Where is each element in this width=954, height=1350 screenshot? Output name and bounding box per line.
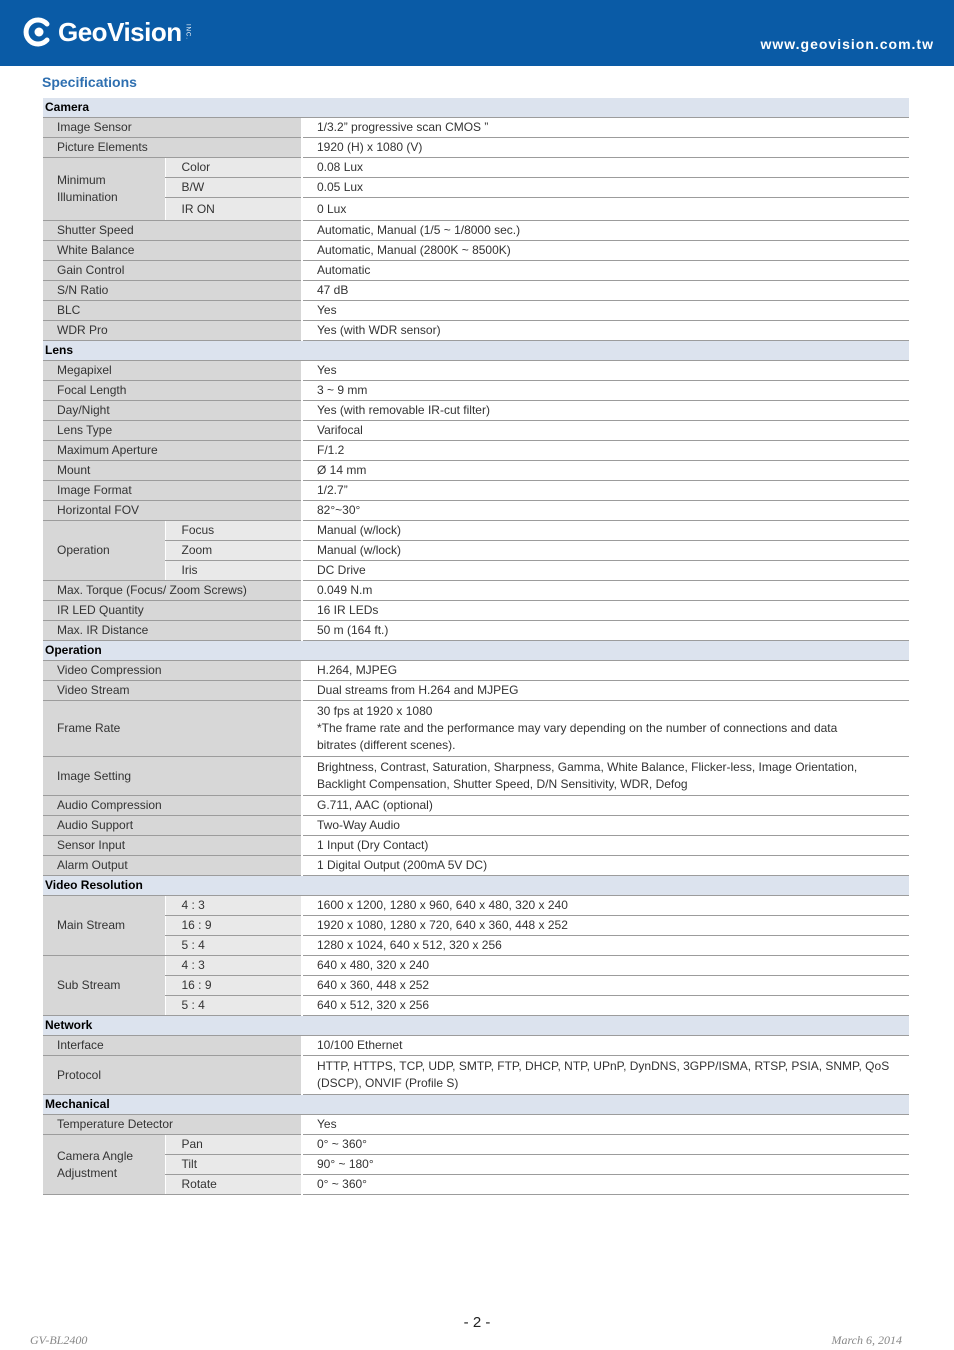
spec-label: Horizontal FOV (43, 501, 301, 521)
spec-label: Video Compression (43, 661, 301, 681)
footer-date: March 6, 2014 (831, 1333, 902, 1347)
spec-value (303, 1056, 909, 1095)
table-row (43, 301, 909, 321)
table-row (43, 856, 909, 876)
spec-sublabel: 16 : 9 (165, 976, 301, 996)
spec-value: Manual (w/lock) (303, 521, 909, 541)
spec-value-line: *The frame rate and the performance may vary depending on the number of connections and data (317, 721, 838, 735)
spec-label: Alarm Output (43, 856, 301, 876)
spec-value-line: Brightness, Contrast, Saturation, Sharpness, Gamma, White Balance, Flicker-less, Image Orientation, (317, 760, 858, 774)
spec-label: Max. IR Distance (43, 621, 301, 641)
geovision-logo-icon (20, 15, 54, 49)
table-row (43, 916, 909, 936)
spec-sublabel: Iris (165, 561, 301, 581)
spec-label: IR LED Quantity (43, 601, 301, 621)
table-row (43, 996, 909, 1016)
table-row (43, 896, 909, 916)
spec-value: 50 m (164 ft.) (303, 621, 909, 641)
table-row (43, 581, 909, 601)
spec-sublabel: Focus (165, 521, 301, 541)
specifications-title: Specifications (42, 74, 137, 90)
section-header: Mechanical (43, 1095, 909, 1115)
spec-value: 0° ~ 360° (303, 1175, 909, 1195)
spec-label: Video Stream (43, 681, 301, 701)
spec-label: Temperature Detector (43, 1115, 301, 1135)
brand-inc: INC. (184, 24, 191, 40)
spec-label: Frame Rate (43, 701, 301, 757)
spec-label: Megapixel (43, 361, 301, 381)
spec-label: Main Stream (43, 896, 165, 956)
table-row (43, 976, 909, 996)
spec-value: Automatic (303, 261, 909, 281)
spec-sublabel: 16 : 9 (165, 916, 301, 936)
spec-label: Day/Night (43, 401, 301, 421)
table-row (43, 1056, 909, 1095)
spec-value (303, 757, 909, 796)
spec-sublabel: Tilt (165, 1155, 301, 1175)
spec-value: H.264, MJPEG (303, 661, 909, 681)
spec-label: Maximum Aperture (43, 441, 301, 461)
spec-value: Yes (303, 1115, 909, 1135)
spec-value (303, 701, 909, 757)
spec-label: White Balance (43, 241, 301, 261)
spec-value: Varifocal (303, 421, 909, 441)
spec-value: 1920 x 1080, 1280 x 720, 640 x 360, 448 x 252 (303, 916, 909, 936)
spec-label: Audio Compression (43, 796, 301, 816)
table-row (43, 281, 909, 301)
section-header-row (43, 341, 909, 361)
spec-sublabel: Color (165, 158, 301, 178)
spec-value: 1/2.7” (303, 481, 909, 501)
table-row (43, 361, 909, 381)
spec-label: Minimum Illumination (43, 158, 165, 221)
spec-value: 1 Digital Output (200mA 5V DC) (303, 856, 909, 876)
spec-sublabel: Pan (165, 1135, 301, 1155)
table-row (43, 198, 909, 221)
table-row (43, 241, 909, 261)
spec-value: 0 Lux (303, 198, 909, 221)
spec-value: 82°~30° (303, 501, 909, 521)
spec-value: 1 Input (Dry Contact) (303, 836, 909, 856)
table-row (43, 681, 909, 701)
spec-value-line: bitrates (different scenes). (317, 738, 456, 752)
specifications-table (43, 98, 909, 1195)
table-row (43, 421, 909, 441)
table-row (43, 501, 909, 521)
table-row (43, 816, 909, 836)
spec-value: F/1.2 (303, 441, 909, 461)
spec-value: Manual (w/lock) (303, 541, 909, 561)
website-url[interactable]: www.geovision.com.tw (760, 36, 934, 52)
spec-value: 1600 x 1200, 1280 x 960, 640 x 480, 320 x 240 (303, 896, 909, 916)
table-row (43, 481, 909, 501)
table-row (43, 381, 909, 401)
spec-sublabel: 5 : 4 (165, 996, 301, 1016)
spec-value: 0.049 N.m (303, 581, 909, 601)
spec-value: 10/100 Ethernet (303, 1036, 909, 1056)
table-row (43, 1115, 909, 1135)
spec-sublabel: 4 : 3 (165, 956, 301, 976)
table-row (43, 621, 909, 641)
table-row (43, 836, 909, 856)
spec-value: Yes (303, 301, 909, 321)
spec-label: Focal Length (43, 381, 301, 401)
spec-label: Image Sensor (43, 118, 301, 138)
spec-value: 47 dB (303, 281, 909, 301)
spec-value: 0.05 Lux (303, 178, 909, 198)
page-number: - 2 - (463, 1314, 491, 1331)
table-row (43, 757, 909, 796)
table-row (43, 1135, 909, 1155)
spec-value: Two-Way Audio (303, 816, 909, 836)
spec-label: Camera Angle Adjustment (43, 1135, 165, 1195)
spec-label: WDR Pro (43, 321, 301, 341)
spec-label: Sensor Input (43, 836, 301, 856)
spec-value: DC Drive (303, 561, 909, 581)
spec-label: Image Setting (43, 757, 301, 796)
spec-value: Yes (303, 361, 909, 381)
table-row (43, 1175, 909, 1195)
table-row (43, 321, 909, 341)
spec-value: 3 ~ 9 mm (303, 381, 909, 401)
spec-value-line: 30 fps at 1920 x 1080 (317, 704, 433, 718)
section-header-row (43, 1016, 909, 1036)
table-row (43, 1036, 909, 1056)
page-header (0, 0, 954, 66)
table-row (43, 441, 909, 461)
section-header: Video Resolution (43, 876, 909, 896)
table-row (43, 601, 909, 621)
spec-label: Operation (43, 521, 165, 581)
spec-label: S/N Ratio (43, 281, 301, 301)
table-row (43, 701, 909, 757)
table-row (43, 118, 909, 138)
table-row (43, 178, 909, 198)
spec-label: Mount (43, 461, 301, 481)
spec-label: Interface (43, 1036, 301, 1056)
table-row (43, 1155, 909, 1175)
spec-label: Protocol (43, 1056, 301, 1095)
spec-value: Yes (with removable IR-cut filter) (303, 401, 909, 421)
table-row (43, 461, 909, 481)
table-row (43, 796, 909, 816)
table-row (43, 138, 909, 158)
spec-value: Ø 14 mm (303, 461, 909, 481)
table-row (43, 221, 909, 241)
footer-model: GV-BL2400 (30, 1333, 88, 1347)
table-row (43, 561, 909, 581)
section-header: Lens (43, 341, 909, 361)
table-row (43, 261, 909, 281)
section-header-row (43, 98, 909, 118)
spec-value-line: HTTP, HTTPS, TCP, UDP, SMTP, FTP, DHCP, NTP, UPnP, DynDNS, 3GPP/ISMA, RTSP, PSIA, SNMP, QoS (317, 1059, 890, 1073)
section-header: Network (43, 1016, 909, 1036)
spec-value: 1920 (H) x 1080 (V) (303, 138, 909, 158)
table-row (43, 401, 909, 421)
table-row (43, 936, 909, 956)
spec-value: Automatic, Manual (2800K ~ 8500K) (303, 241, 909, 261)
spec-value: 0° ~ 360° (303, 1135, 909, 1155)
spec-sublabel: B/W (165, 178, 301, 198)
spec-value: Dual streams from H.264 and MJPEG (303, 681, 909, 701)
spec-sublabel: 5 : 4 (165, 936, 301, 956)
spec-value: 640 x 360, 448 x 252 (303, 976, 909, 996)
spec-sublabel: Rotate (165, 1175, 301, 1195)
spec-label: Max. Torque (Focus/ Zoom Screws) (43, 581, 301, 601)
section-header-row (43, 876, 909, 896)
spec-label: Audio Support (43, 816, 301, 836)
spec-value: 640 x 512, 320 x 256 (303, 996, 909, 1016)
table-row (43, 956, 909, 976)
spec-value-line: Backlight Compensation, Shutter Speed, D/N Sensitivity, WDR, Defog (317, 777, 688, 791)
spec-value: 1280 x 1024, 640 x 512, 320 x 256 (303, 936, 909, 956)
spec-label: Shutter Speed (43, 221, 301, 241)
spec-value: 90° ~ 180° (303, 1155, 909, 1175)
spec-value: Automatic, Manual (1/5 ~ 1/8000 sec.) (303, 221, 909, 241)
spec-label: Lens Type (43, 421, 301, 441)
spec-value: G.711, AAC (optional) (303, 796, 909, 816)
table-row (43, 521, 909, 541)
spec-label: Picture Elements (43, 138, 301, 158)
table-row (43, 541, 909, 561)
section-header: Operation (43, 641, 909, 661)
spec-label: Gain Control (43, 261, 301, 281)
spec-label: BLC (43, 301, 301, 321)
spec-value: 1/3.2” progressive scan CMOS ” (303, 118, 909, 138)
table-row (43, 158, 909, 178)
spec-value: 16 IR LEDs (303, 601, 909, 621)
brand-name: GeoVision (58, 16, 182, 47)
section-header-row (43, 1095, 909, 1115)
geovision-logo (20, 12, 191, 52)
section-header: Camera (43, 98, 909, 118)
spec-value: 640 x 480, 320 x 240 (303, 956, 909, 976)
spec-sublabel: IR ON (165, 198, 301, 221)
spec-value: 0.08 Lux (303, 158, 909, 178)
section-header-row (43, 641, 909, 661)
table-row (43, 661, 909, 681)
spec-label: Image Format (43, 481, 301, 501)
spec-sublabel: Zoom (165, 541, 301, 561)
spec-sublabel: 4 : 3 (165, 896, 301, 916)
spec-label: Sub Stream (43, 956, 165, 1016)
spec-value-line: (DSCP), ONVIF (Profile S) (317, 1076, 459, 1090)
spec-value: Yes (with WDR sensor) (303, 321, 909, 341)
